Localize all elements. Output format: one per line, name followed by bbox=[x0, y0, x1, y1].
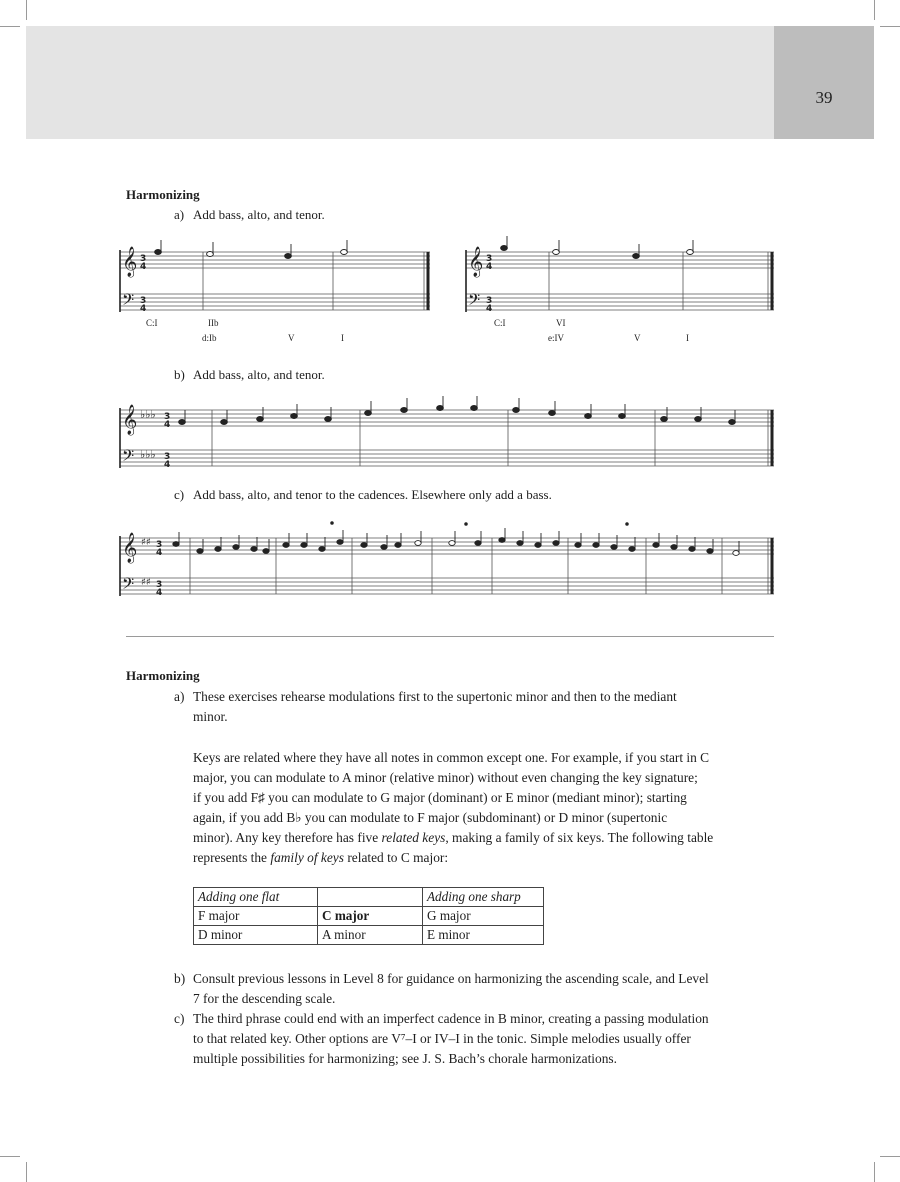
bass-clef-icon: 𝄢 bbox=[122, 447, 135, 469]
svg-text:3: 3 bbox=[486, 254, 493, 264]
bass-clef-icon: 𝄢 bbox=[468, 291, 481, 313]
table-cell: Adding one sharp bbox=[423, 888, 544, 907]
table-cell: Adding one flat bbox=[194, 888, 318, 907]
staff-b bbox=[120, 408, 774, 468]
svg-text:3: 3 bbox=[156, 540, 163, 550]
flat-icon: ♭♭♭ bbox=[140, 448, 156, 461]
treble-clef-icon: 𝄞 bbox=[122, 533, 138, 563]
treble-clef-icon: 𝄞 bbox=[468, 247, 484, 277]
exercises-heading: Harmonizing bbox=[126, 187, 200, 202]
section-divider bbox=[126, 636, 774, 637]
table-cell: F major bbox=[194, 907, 318, 926]
table-cell: G major bbox=[423, 907, 544, 926]
svg-text:3: 3 bbox=[140, 254, 147, 264]
table-cell bbox=[318, 888, 423, 907]
svg-text:4: 4 bbox=[140, 262, 147, 272]
svg-text:4: 4 bbox=[156, 548, 163, 558]
exercise-b-label: b) bbox=[174, 367, 185, 382]
svg-text:4: 4 bbox=[140, 304, 147, 314]
exercise-c-text: Add bass, alto, and tenor to the cadences. Elsewhere only add a bass. bbox=[193, 487, 552, 502]
treble-clef-icon: 𝄞 bbox=[122, 247, 138, 277]
answer-b-label: b) bbox=[174, 971, 186, 986]
crop-mark bbox=[0, 1156, 20, 1157]
svg-text:3: 3 bbox=[164, 412, 171, 422]
roman-numeral: V bbox=[634, 333, 641, 343]
svg-text:4: 4 bbox=[486, 304, 493, 314]
svg-text:3: 3 bbox=[164, 452, 171, 462]
svg-text:3: 3 bbox=[140, 296, 147, 306]
page-number: 39 bbox=[815, 88, 833, 107]
staff-a-right bbox=[466, 250, 774, 312]
exercise-b-text: Add bass, alto, and tenor. bbox=[193, 367, 325, 382]
treble-clef-icon: 𝄞 bbox=[122, 405, 138, 435]
sharp-icon: ♯♯ bbox=[141, 577, 151, 588]
table-row bbox=[194, 888, 544, 907]
table-cell: E minor bbox=[423, 926, 544, 945]
svg-text:3: 3 bbox=[156, 580, 163, 590]
table-row bbox=[194, 907, 544, 926]
staff-a-left bbox=[120, 250, 430, 312]
bass-clef-icon: 𝄢 bbox=[122, 291, 135, 313]
svg-text:4: 4 bbox=[486, 262, 493, 272]
answer-c-label: c) bbox=[174, 1011, 185, 1026]
roman-numeral: e:IV bbox=[548, 333, 564, 343]
answer-a-label: a) bbox=[174, 689, 185, 704]
table-row bbox=[194, 926, 544, 945]
crop-mark bbox=[874, 1162, 875, 1182]
bass-clef-icon: 𝄢 bbox=[122, 575, 135, 597]
answer-paragraph: Keys are related where they have all notes in common except one. For example, if you start in C major, you can modulate to A minor (relative minor) without even changing the key signature; if you add F♯ you can modulate to G major (dominant) or E minor (mediant minor); starting again, if you add B♭ you can modulate to F major (subdominant) or D minor (supertonic minor). Any key therefore has five related keys, making a family of six keys. The following table represents the family of keys related to C major: bbox=[193, 750, 714, 865]
crop-mark bbox=[880, 1156, 900, 1157]
answer-c-text: The third phrase could end with an imperfect cadence in B minor, creating a passing modulation to that related key. Other options are V⁷–I or IV–I in the tonic. Simple melodies usually offer multiple possibilities for harmonizing; see J. S. Bach’s chorale harmonizations. bbox=[193, 1011, 709, 1066]
svg-text:3: 3 bbox=[486, 296, 493, 306]
roman-numeral: I bbox=[341, 333, 344, 343]
sharp-icon: ♯♯ bbox=[141, 537, 151, 548]
svg-text:4: 4 bbox=[164, 460, 171, 470]
answer-a-text: These exercises rehearse modulations first to the supertonic minor and then to the mediant minor. bbox=[193, 689, 677, 724]
table-cell: A minor bbox=[318, 926, 423, 945]
table-cell: C major bbox=[318, 907, 423, 926]
roman-numeral: I bbox=[686, 333, 689, 343]
key-family-table bbox=[193, 887, 544, 945]
answers-heading: Harmonizing bbox=[126, 668, 200, 683]
roman-numeral: C:I bbox=[494, 318, 506, 328]
crop-mark bbox=[26, 1162, 27, 1182]
roman-numeral: V bbox=[288, 333, 295, 343]
exercise-c-label: c) bbox=[174, 487, 185, 502]
svg-text:4: 4 bbox=[156, 588, 163, 598]
answer-b-text: Consult previous lessons in Level 8 for guidance on harmonizing the ascending scale, and Level 7 for the descending scale. bbox=[193, 971, 709, 1006]
flat-icon: ♭♭♭ bbox=[140, 408, 156, 421]
svg-text:4: 4 bbox=[164, 420, 171, 430]
roman-numeral: IIb bbox=[208, 318, 219, 328]
roman-numeral: VI bbox=[556, 318, 566, 328]
exercise-a-label: a) bbox=[174, 207, 185, 222]
exercise-a-text: Add bass, alto, and tenor. bbox=[193, 207, 325, 222]
table-cell: D minor bbox=[194, 926, 318, 945]
roman-numeral: C:I bbox=[146, 318, 158, 328]
roman-numeral: d:Ib bbox=[202, 333, 217, 343]
